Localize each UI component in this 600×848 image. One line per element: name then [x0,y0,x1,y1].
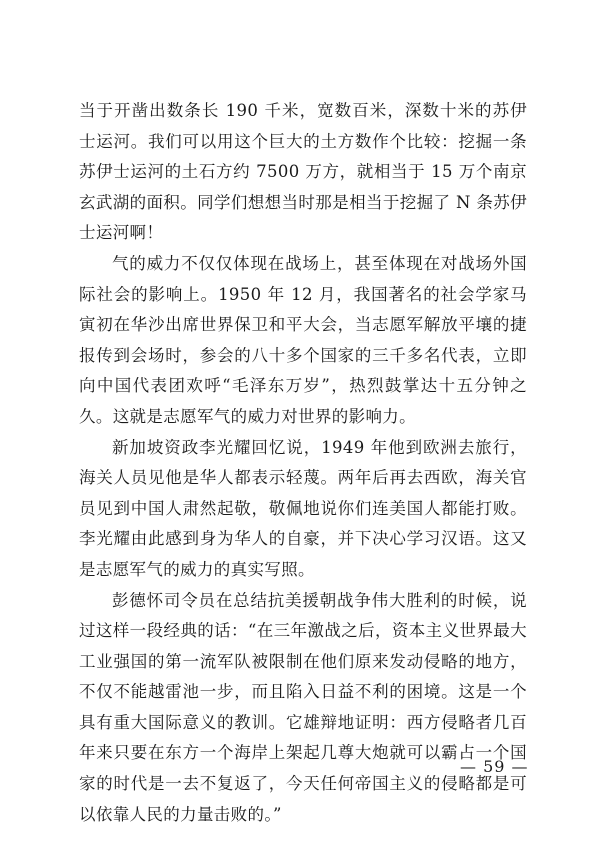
page-body [79,96,527,830]
page-number: — 59 — [460,757,529,776]
paragraph-continued: 当于开凿出数条长 190 千米，宽数百米，深数十米的苏伊士运河。我们可以用这个巨大的土方数作个比较：挖掘一条苏伊士运河的土石方约 7500 万方，就相当于 15 万个南京玄武湖的面积。同学们想想当时那是相当于挖掘了 N 条苏伊士运河啊！ [79,101,527,243]
paragraph-lee-kuan-yew: 新加坡资政李光耀回忆说，1949 年他到欧洲去旅行，海关人员见他是华人都表示轻蔑。两年后再去西欧，海关官员见到中国人肃然起敬，敬佩地说你们连美国人都能打败。李光耀由此感到身为华人的自豪，并下决心学习汉语。这又是志愿军气的威力的真实写照。 [79,437,527,579]
paragraph-peng-dehuai: 彭德怀司令员在总结抗美援朝战争伟大胜利的时候，说过这样一段经典的话：“在三年激战之后，资本主义世界最大工业强国的第一流军队被限制在他们原来发动侵略的地方，不仅不能越雷池一步，而且陷入日益不利的困境。这是一个具有重大国际意义的教训。它雄辩地证明：西方侵略者几百年来只要在东方一个海岸上架起几尊大炮就可以霸占一个国家的时代是一去不复返了，今天任何帝国主义的侵略都是可以依靠人民的力量击败的。” [79,590,527,824]
paragraph-qi-influence: 气的威力不仅仅体现在战场上，甚至体现在对战场外国际社会的影响上。1950 年 12 月，我国著名的社会学家马寅初在华沙出席世界保卫和平大会，当志愿军解放平壤的捷报传到会场时，参会的八十多个国家的三千多名代表，立即向中国代表团欢呼“毛泽东万岁”，热烈鼓掌达十五分钟之久。这就是志愿军气的威力对世界的影响力。 [79,253,527,426]
